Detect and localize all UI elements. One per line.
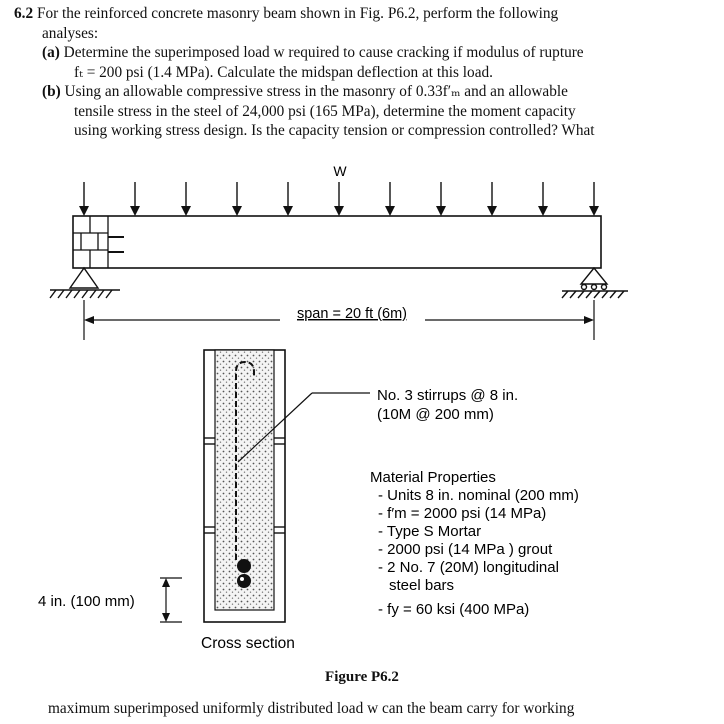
material-item: - 2 No. 7 (20M) longitudinal bbox=[378, 559, 559, 576]
longitudinal-bar-1 bbox=[237, 559, 251, 573]
material-item: - Units 8 in. nominal (200 mm) bbox=[378, 487, 579, 504]
part-b-line-3: using working stress design. Is the capacity tension or compression controlled? What bbox=[74, 122, 595, 139]
figure-caption: Figure P6.2 bbox=[325, 669, 399, 685]
material-item: - f′m = 2000 psi (14 MPa) bbox=[378, 505, 547, 522]
distributed-load-arrows bbox=[79, 182, 599, 216]
roller-support-right bbox=[562, 268, 628, 298]
cross-section-label: Cross section bbox=[201, 635, 295, 652]
cross-section bbox=[204, 350, 285, 622]
cover-label: 4 in. (100 mm) bbox=[38, 593, 135, 610]
stirrup-label-2: (10M @ 200 mm) bbox=[377, 406, 494, 423]
material-item: steel bars bbox=[389, 577, 455, 594]
part-b-label: (b) bbox=[42, 83, 61, 100]
material-item: - fy = 60 ksi (400 MPa) bbox=[378, 601, 530, 618]
problem-number: 6.2 bbox=[14, 5, 34, 22]
problem-intro-line-2: analyses: bbox=[42, 24, 99, 42]
material-item: - Type S Mortar bbox=[378, 523, 482, 540]
pin-support-left bbox=[50, 268, 120, 298]
part-a-line-1: (a) Determine the superimposed load w required to cause cracking if modulus of rupture bbox=[42, 44, 584, 61]
part-b-line-1: (b) Using an allowable compressive stress in the masonry of 0.33f′ₘ and an allowable bbox=[42, 83, 568, 100]
continuation-text: maximum superimposed uniformly distributed load w can the beam carry for working bbox=[48, 700, 575, 717]
part-b-line-2: tensile stress in the steel of 24,000 psi (165 MPa), determine the moment capacity bbox=[74, 102, 576, 120]
part-a-line-2: fₜ = 200 psi (1.4 MPa). Calculate the midspan deflection at this load. bbox=[74, 63, 493, 81]
stirrup-label-1: No. 3 stirrups @ 8 in. bbox=[377, 387, 519, 404]
part-a-label: (a) bbox=[42, 44, 60, 61]
problem-intro-line-1: 6.2 For the reinforced concrete masonry beam shown in Fig. P6.2, perform the following bbox=[14, 5, 559, 22]
cover-dimension bbox=[160, 578, 182, 622]
longitudinal-bar-2 bbox=[237, 574, 251, 588]
material-item: - 2000 psi (14 MPa ) grout bbox=[378, 541, 553, 558]
span-label: span = 20 ft (6m) bbox=[296, 306, 408, 322]
materials-title: Material Properties bbox=[370, 469, 496, 486]
load-label: W bbox=[333, 163, 347, 179]
beam bbox=[73, 216, 601, 268]
